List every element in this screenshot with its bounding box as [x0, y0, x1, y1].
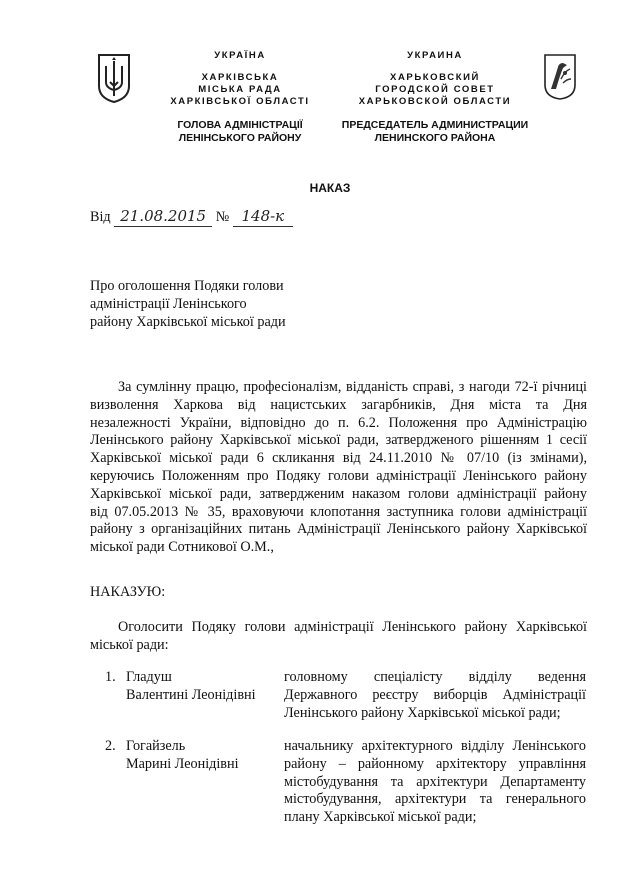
preamble-line: керуючись Положенням про Подяку голови адміністрації Ленінського району — [90, 467, 587, 484]
date-prefix: Від — [90, 209, 111, 225]
number-value: 148-к — [233, 208, 293, 227]
recipient-position-line: Ленінського району Харківської міської ради; — [284, 704, 561, 721]
order-word: НАКАЗУЮ: — [90, 584, 166, 600]
recipient-position-line: головному спеціалісту відділу ведення — [284, 669, 586, 685]
preamble-line: від 07.05.2013 № 35, враховуючи клопотання заступника голови адміністрації — [90, 503, 587, 520]
header-ua-head-line: ЛЕНІНСЬКОГО РАЙОНУ — [178, 132, 302, 144]
header-ru-head-line: ЛЕНИНСКОГО РАЙОНА — [374, 132, 496, 144]
preamble-line: визволення Харкова від нацистських загарбників, Дня міста та Дня — [90, 396, 587, 413]
recipient-name-line: Гогайзель — [126, 738, 186, 754]
point-1-paragraph — [90, 619, 587, 655]
header-ru-council-line: ГОРОДСКОЙ СОВЕТ — [375, 84, 495, 95]
recipient-number: 2. — [105, 738, 116, 754]
preamble-line: району з організаційних питань Адміністрації Ленінського району Харківської — [90, 521, 587, 538]
recipient-name — [126, 669, 276, 705]
recipient-name-line: Валентині Леонідівні — [126, 686, 256, 703]
preamble-paragraph — [90, 379, 587, 557]
header-ru-council — [340, 72, 530, 108]
header-ua-council-line: МІСЬКА РАДА — [198, 84, 282, 95]
point-1-line: Оголосити Подяку голови адміністрації Ленінського району Харківської — [118, 619, 587, 635]
preamble-line: Харківської міської ради 6 скликання від 24.11.2010 № 07/10 (із змінами), — [90, 450, 587, 467]
header-ua-head — [150, 119, 330, 145]
number-prefix: № — [215, 209, 230, 225]
header-ru-head-line: ПРЕДСЕДАТЕЛЬ АДМИНИСТРАЦИИ — [341, 119, 529, 131]
header-ua-council-line: ХАРКІВСЬКА — [201, 72, 279, 83]
header-ru-council-line: ХАРЬКОВСКИЙ — [390, 72, 480, 83]
recipient-position-line: начальнику архітектурного відділу Ленінського — [284, 738, 586, 754]
header-ua-council — [150, 72, 330, 108]
recipient-position-line: Державного реєстру виборців Адміністрації — [284, 686, 586, 703]
recipient-name-line: Гладуш — [126, 669, 172, 685]
point-1-line: міської ради: — [90, 636, 169, 653]
header-ua-country: УКРАЇНА — [214, 50, 266, 61]
recipient-position-line: містобудування, архітектури та генерального — [284, 791, 586, 808]
trident-coat-of-arms-icon — [96, 52, 132, 104]
preamble-line: Харківської міської ради, затвердженим наказом голови адміністрації району — [90, 485, 587, 502]
recipient-name — [126, 738, 276, 774]
header-ru-council-line: ХАРЬКОВСКОЙ ОБЛАСТИ — [358, 96, 512, 107]
recipient-position-line: містобудування та архітектури Департаменту — [284, 773, 586, 790]
recipient-position-line: плану Харківської міської ради; — [284, 809, 477, 826]
preamble-line: Ленінського району Харківської міської ради, затвердженого рішенням 1 сесії — [90, 432, 587, 449]
recipient-number: 1. — [105, 669, 116, 685]
subject-line: району Харківської міської ради — [90, 313, 286, 330]
subject-block — [90, 278, 390, 331]
date-number-line — [90, 208, 390, 227]
header-ua-council-line: ХАРКІВСЬКОЇ ОБЛАСТІ — [170, 96, 310, 107]
header-ru-head — [330, 119, 540, 145]
subject-line: Про оголошення Подяки голови — [90, 278, 284, 294]
date-value: 21.08.2015 — [114, 208, 212, 227]
header-ru-country: УКРАИНА — [407, 50, 463, 61]
preamble-line: незалежності України, відповідно до п. 6.2. Положення про Адміністрацію — [90, 414, 587, 431]
recipient-position-line: району – районному архітектору управління — [284, 755, 586, 772]
recipient-name-line: Марині Леонідівні — [126, 755, 239, 772]
subject-line: адміністрації Ленінського — [90, 295, 247, 312]
document-title: НАКАЗ — [309, 181, 351, 195]
kharkiv-city-emblem-icon — [543, 53, 577, 101]
preamble-line: міської ради Сотникової О.М., — [90, 539, 274, 556]
recipient-position — [284, 669, 586, 722]
recipient-position — [284, 738, 586, 827]
preamble-line: За сумлінну працю, професіоналізм, відданість справі, з нагоди 72-ї річниці — [118, 379, 587, 395]
header-ua-head-line: ГОЛОВА АДМІНІСТРАЦІЇ — [177, 119, 303, 131]
